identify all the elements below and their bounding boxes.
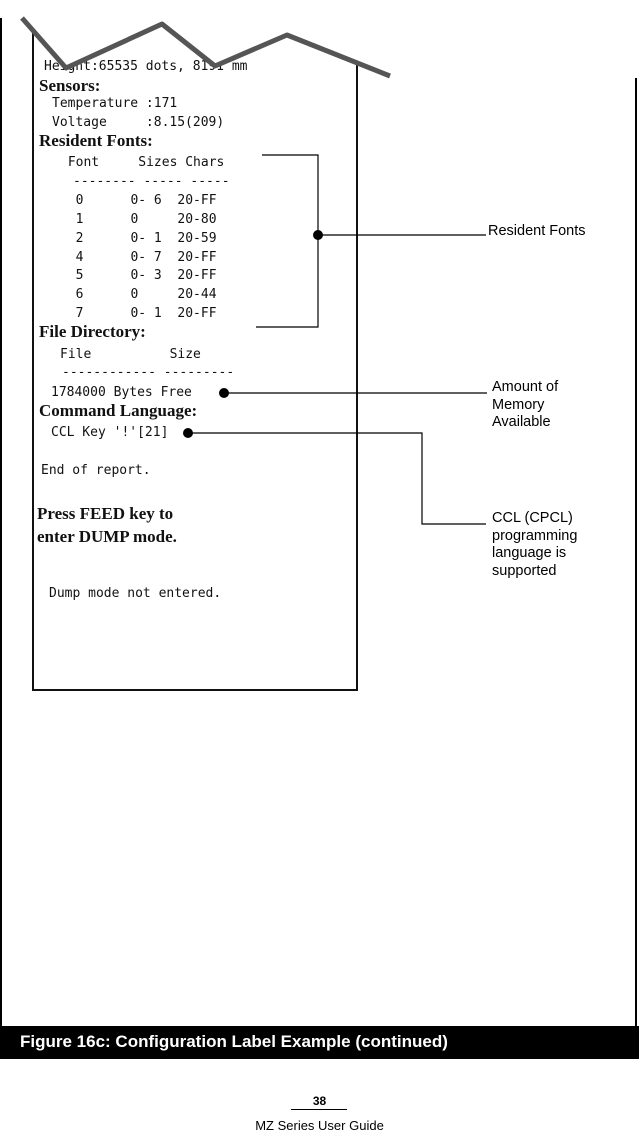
fonts-heading: Resident Fonts: (39, 131, 153, 150)
press-feed-line: Press FEED key to (37, 504, 174, 523)
command-language-heading: Command Language: (39, 401, 198, 420)
resident-fonts-callout (488, 223, 586, 241)
sensor-voltage: Voltage :8.15(209) (52, 115, 225, 130)
dump-mode-status: Dump mode not entered. (49, 586, 222, 601)
fonts-table-header: Font Sizes Chars (60, 155, 225, 170)
fonts-table-row: 0 0- 6 20-FF (60, 193, 217, 208)
fonts-table-row: 5 0- 3 20-FF (60, 268, 217, 283)
ccl-leader (188, 433, 486, 524)
fonts-table-row: 7 0- 1 20-FF (60, 306, 217, 321)
resident-fonts-bracket (256, 155, 318, 327)
fonts-table-row: 4 0- 7 20-FF (60, 250, 217, 265)
sensor-temperature: Temperature :171 (52, 96, 178, 111)
callout-line: Resident Fonts (488, 223, 586, 239)
memory-dot (219, 388, 229, 398)
ccl-callout (492, 510, 577, 580)
fonts-table-row: 6 0 20-44 (60, 287, 217, 302)
guide-title: MZ Series User Guide (255, 1118, 384, 1133)
callout-line: Available (492, 414, 551, 430)
page-number: 38 (312, 1094, 327, 1108)
press-feed-line: enter DUMP mode. (37, 527, 177, 546)
fonts-table-row: 1 0 20-80 (60, 212, 217, 227)
file-table-header: File Size (60, 347, 201, 362)
memory-callout (492, 379, 558, 432)
callout-line: Amount of (492, 379, 559, 395)
label-line-height: Height:65535 dots, 8191 mm (44, 59, 248, 74)
file-table-rule: ------------ --------- (62, 365, 235, 380)
fonts-table-rule: -------- ----- ----- (73, 174, 230, 189)
sensors-heading: Sensors: (39, 76, 101, 95)
figure-caption: Figure 16c: Configuration Label Example (continued) (20, 1032, 448, 1051)
callout-line: Memory (492, 396, 545, 413)
figure-caption-bar (0, 1026, 639, 1059)
fonts-table-row: 2 0- 1 20-59 (60, 231, 217, 246)
page-number-rule (291, 1109, 347, 1110)
bytes-free: 1784000 Bytes Free (51, 385, 192, 400)
ccl-key: CCL Key '!'[21] (51, 425, 169, 440)
torn-edge-mask (0, 0, 639, 78)
file-directory-heading: File Directory: (39, 322, 146, 341)
ccl-dot (183, 428, 193, 438)
resident-fonts-dot (313, 230, 323, 240)
end-of-report: End of report. (41, 463, 151, 478)
callout-line: supported (492, 562, 557, 579)
callout-line: programming (492, 527, 578, 544)
callout-line: language is (492, 545, 567, 561)
callout-line: CCL (CPCL) (492, 510, 573, 526)
